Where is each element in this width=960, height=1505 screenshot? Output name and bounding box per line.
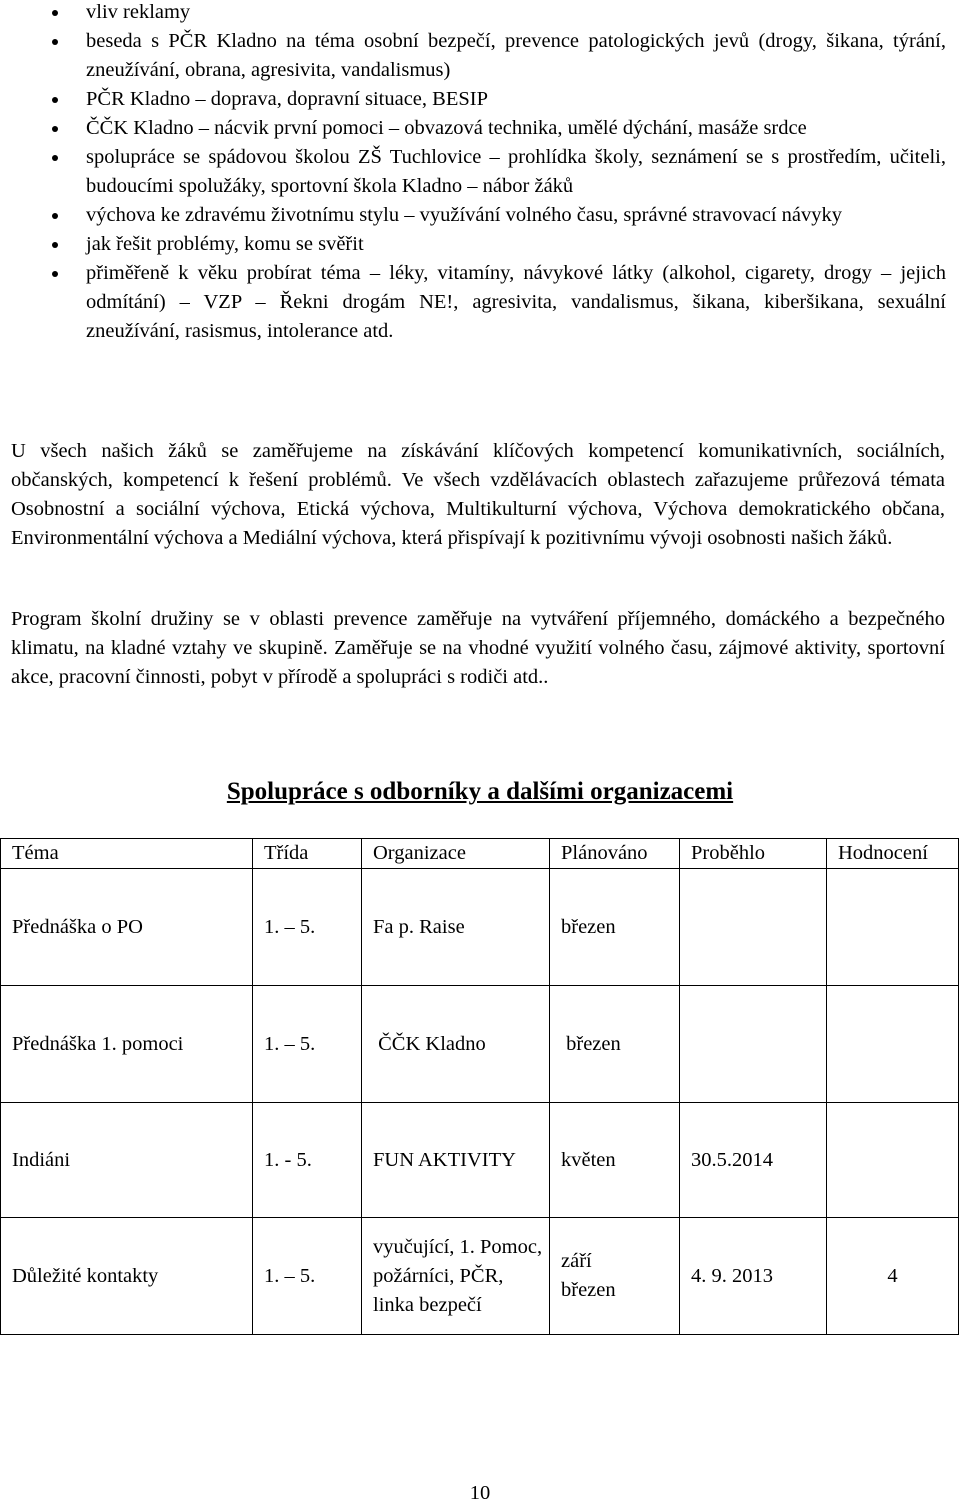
list-item: ČČK Kladno – nácvik první pomoci – obvazová technika, umělé dýchání, masáže srdce bbox=[0, 114, 960, 143]
column-header: Hodnocení bbox=[827, 839, 959, 869]
table-cell: 1. – 5. bbox=[253, 986, 362, 1103]
column-header: Plánováno bbox=[550, 839, 680, 869]
list-item: PČR Kladno – doprava, dopravní situace, BESIP bbox=[0, 85, 960, 114]
table-cell: vyučující, 1. Pomoc, požárníci, PČR, linka bezpečí bbox=[362, 1218, 550, 1335]
list-item: beseda s PČR Kladno na téma osobní bezpečí, prevence patologických jevů (drogy, šikana, týrání, zneužívání, obrana, agresivita, vandalismus) bbox=[0, 27, 960, 85]
table-cell: Fa p. Raise bbox=[362, 869, 550, 986]
table-row bbox=[1, 1103, 959, 1218]
bullet-icon bbox=[52, 213, 58, 219]
list-item: vliv reklamy bbox=[0, 0, 960, 27]
bullet-icon bbox=[52, 242, 58, 248]
cooperation-table bbox=[0, 838, 959, 1335]
list-item: výchova ke zdravému životnímu stylu – využívání volného času, správné stravovací návyky bbox=[0, 201, 960, 230]
bullet-icon bbox=[52, 155, 58, 161]
table-row bbox=[1, 986, 959, 1103]
list-item: spolupráce se spádovou školou ZŠ Tuchlovice – prohlídka školy, seznámení se s prostředím, učiteli, budoucími spolužáky, sportovní škola Kladno – nábor žáků bbox=[0, 143, 960, 201]
prevention-activities-list bbox=[0, 0, 960, 346]
table-cell: 1. – 5. bbox=[253, 1218, 362, 1335]
table-cell: 4. 9. 2013 bbox=[680, 1218, 827, 1335]
table-cell: květen bbox=[550, 1103, 680, 1218]
table-cell: září březen bbox=[550, 1218, 680, 1335]
table-cell bbox=[827, 986, 959, 1103]
bullet-icon bbox=[52, 97, 58, 103]
table-cell bbox=[680, 869, 827, 986]
bullet-icon bbox=[52, 271, 58, 277]
table-cell bbox=[827, 869, 959, 986]
table-row bbox=[1, 1218, 959, 1335]
table-cell: 4 bbox=[827, 1218, 959, 1335]
table-cell: 30.5.2014 bbox=[680, 1103, 827, 1218]
table-cell: 1. - 5. bbox=[253, 1103, 362, 1218]
table-header-row bbox=[1, 839, 959, 869]
table-cell: Přednáška 1. pomoci bbox=[1, 986, 253, 1103]
bullet-icon bbox=[52, 10, 58, 16]
list-item: jak řešit problémy, komu se svěřit bbox=[0, 230, 960, 259]
column-header: Téma bbox=[1, 839, 253, 869]
page-number: 10 bbox=[469, 1482, 491, 1504]
table-cell: Indiáni bbox=[1, 1103, 253, 1218]
table-cell: březen bbox=[550, 986, 680, 1103]
competencies-paragraph: U všech našich žáků se zaměřujeme na získávání klíčových kompetencí komunikativních, sociálních, občanských, kompetencí k řešení problémů. Ve všech vzdělávacích oblastech zařazujeme průřezová témata Osobnostní a sociální výchova, Etická výchova, Multikulturní výchova, Výchova demokratického občana, Environmentální výchova a Mediální výchova, která přispívají k pozitivnímu vývoji osobnosti našich žáků. bbox=[11, 440, 945, 549]
column-header: Proběhlo bbox=[680, 839, 827, 869]
table-cell: FUN AKTIVITY bbox=[362, 1103, 550, 1218]
list-item: přiměřeně k věku probírat téma – léky, vitamíny, návykové látky (alkohol, cigarety, drogy – jejich odmítání) – VZP – Řekni drogám NE!, agresivita, vandalismus, šikana, kiberšikana, sexuální zneužívání, rasismus, intolerance atd. bbox=[0, 259, 960, 346]
after-school-club-paragraph: Program školní družiny se v oblasti prevence zaměřuje na vytváření příjemného, domáckého a bezpečného klimatu, na kladné vztahy ve skupině. Zaměřuje se na vhodné využití volného času, zájmové aktivity, sportovní akce, pracovní činnosti, pobyt v přírodě a spolupráci s rodiči atd.. bbox=[11, 608, 945, 688]
table-cell bbox=[827, 1103, 959, 1218]
column-header: Třída bbox=[253, 839, 362, 869]
bullet-icon bbox=[52, 39, 58, 45]
column-header: Organizace bbox=[362, 839, 550, 869]
table-cell: 1. – 5. bbox=[253, 869, 362, 986]
table-cell: Důležité kontakty bbox=[1, 1218, 253, 1335]
table-cell: březen bbox=[550, 869, 680, 986]
table-row bbox=[1, 869, 959, 986]
table-cell: ČČK Kladno bbox=[362, 986, 550, 1103]
section-heading: Spolupráce s odborníky a dalšími organizacemi bbox=[226, 778, 734, 805]
table-cell: Přednáška o PO bbox=[1, 869, 253, 986]
bullet-icon bbox=[52, 126, 58, 132]
table-cell bbox=[680, 986, 827, 1103]
